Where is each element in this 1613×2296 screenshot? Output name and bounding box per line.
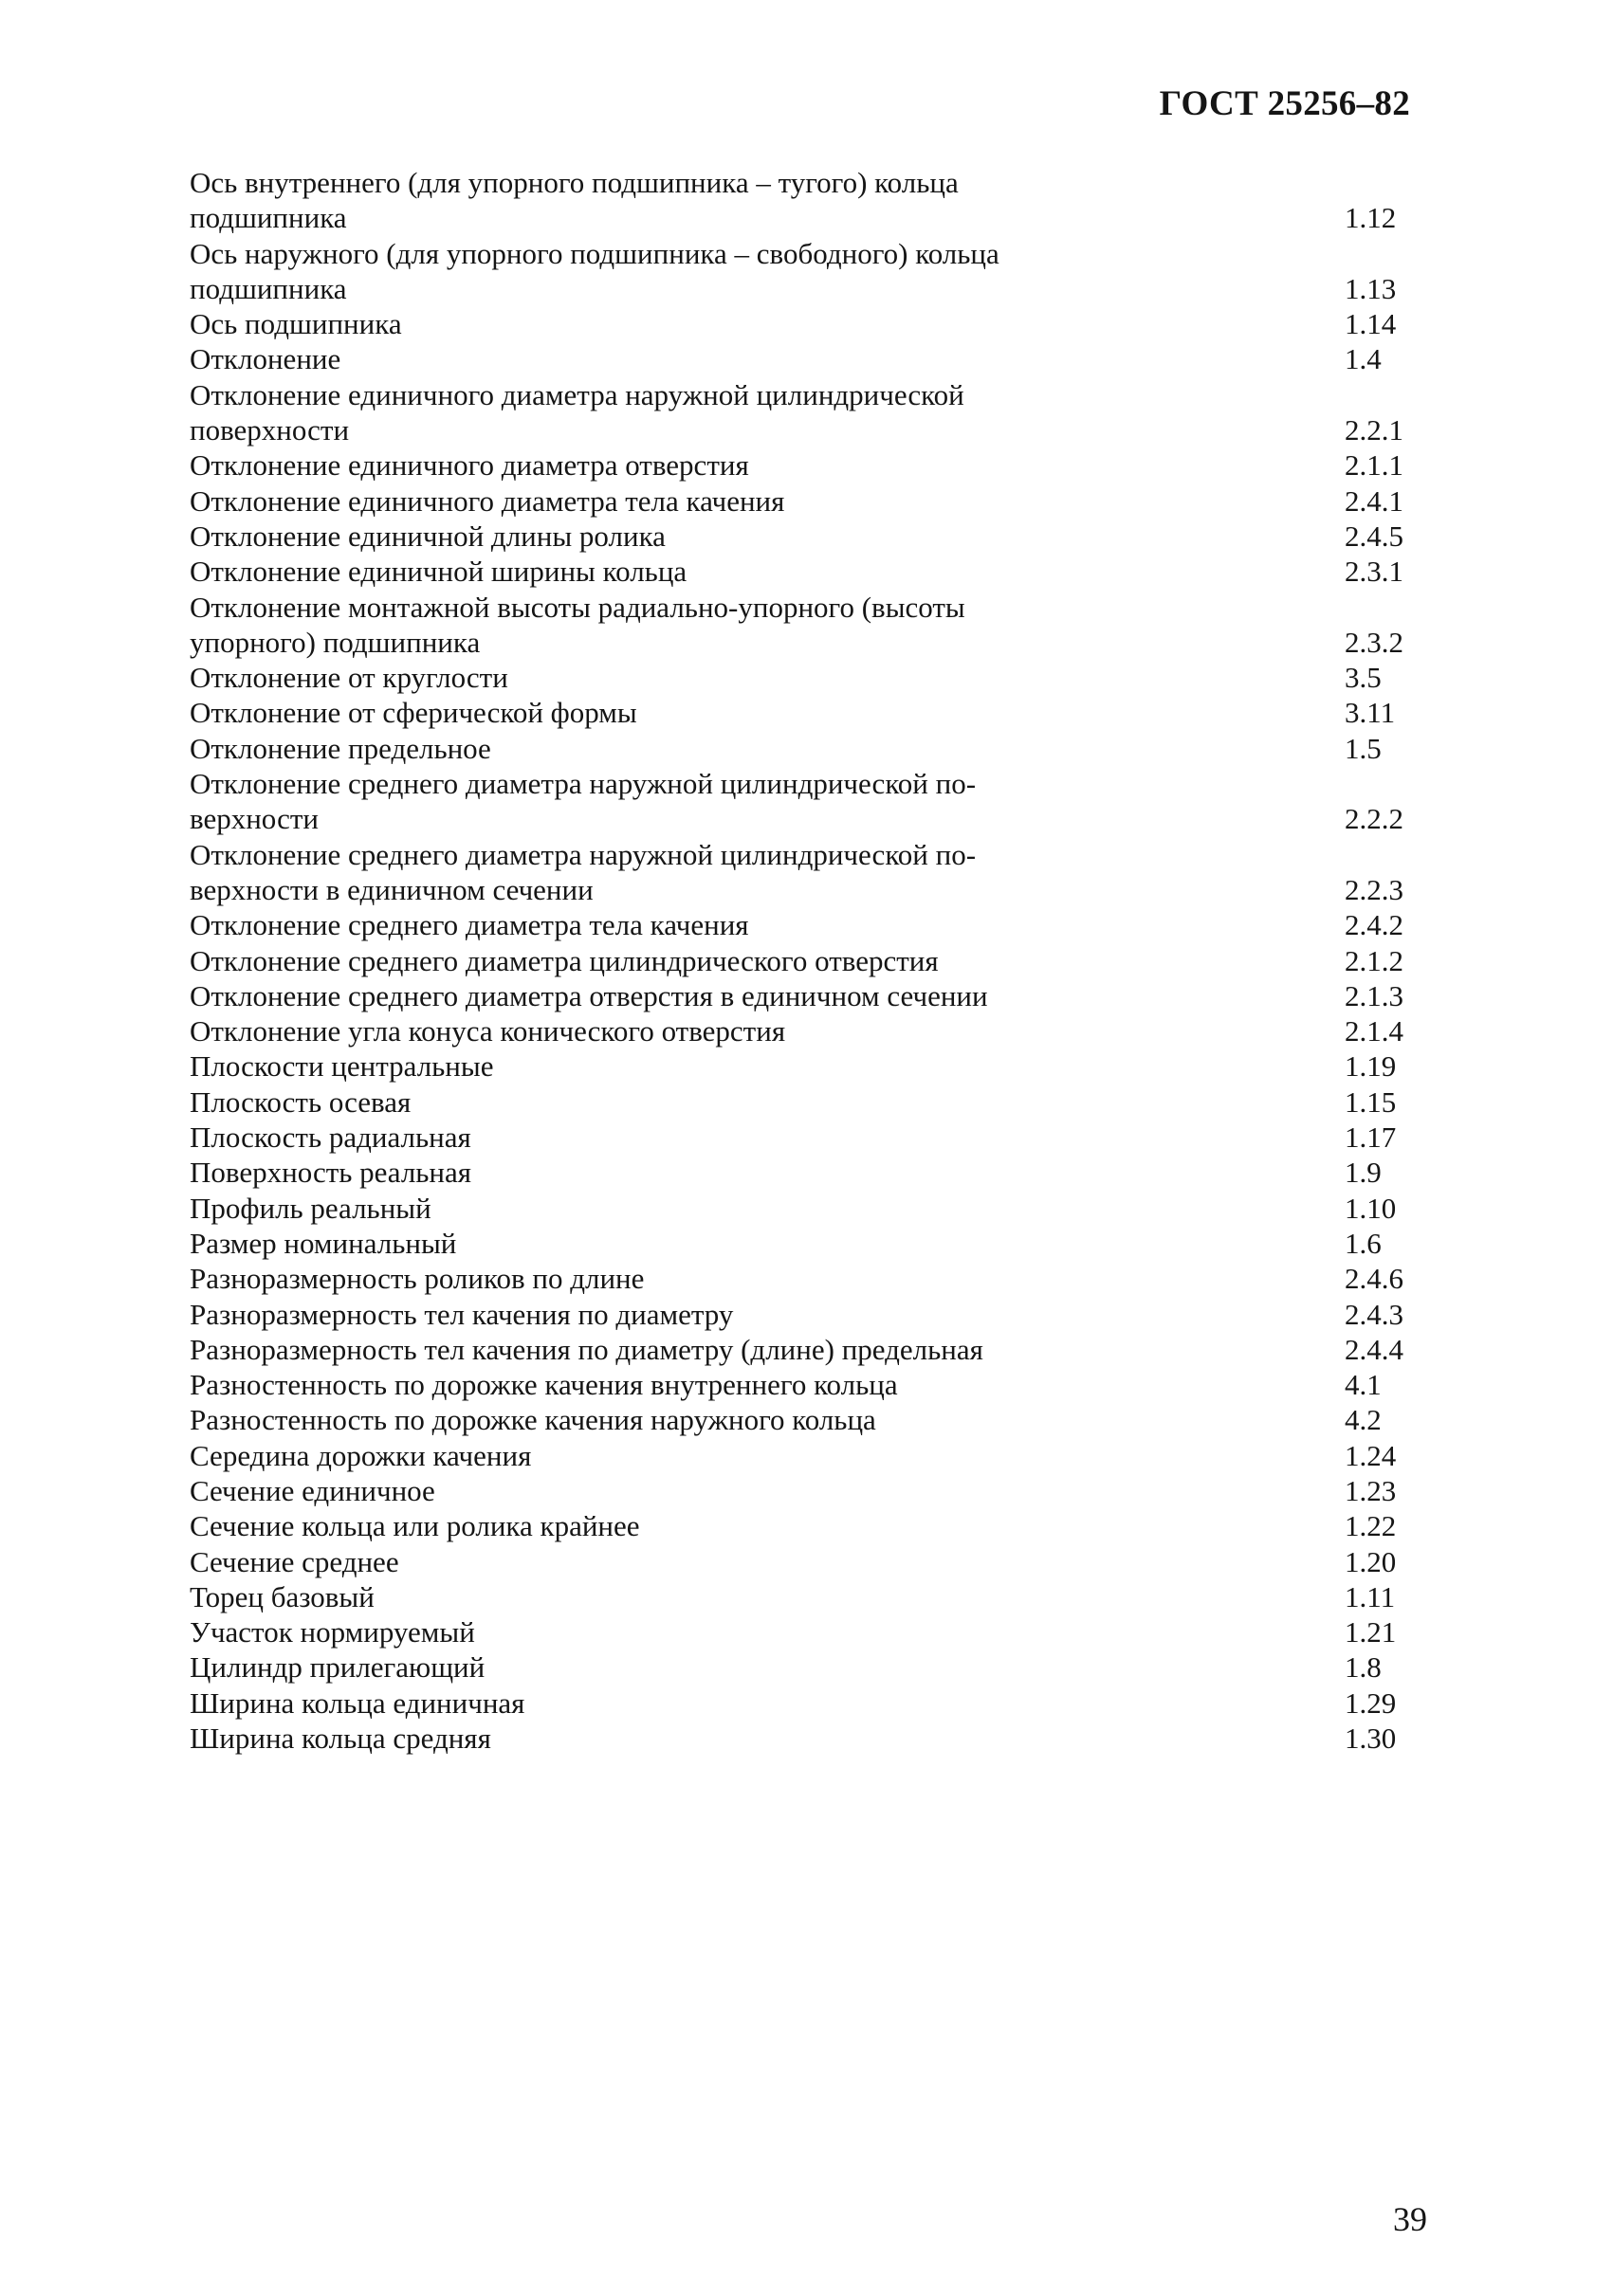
index-term: Ось внутреннего (для упорного подшипника – тугого) кольца подшипника	[190, 166, 959, 235]
index-term: Отклонение единичной длины ролика	[190, 519, 666, 553]
index-entry	[190, 1649, 1422, 1685]
index-entry	[190, 554, 1422, 589]
index-term: Отклонение единичного диаметра наружной цилиндрической поверхности	[190, 377, 964, 447]
index-entry	[190, 341, 1422, 376]
index-term: Отклонение среднего диаметра отверстия в единичном сечении	[190, 978, 988, 1012]
index-entry	[190, 837, 1422, 908]
index-entry	[190, 483, 1422, 519]
index-reference: 2.1.4	[1345, 1014, 1403, 1048]
index-entry	[190, 660, 1422, 695]
index-term: Сечение единичное	[190, 1473, 435, 1507]
index-term: Отклонение монтажной высоты радиально-упорного (высоты упорного) подшипника	[190, 590, 965, 659]
index-term: Разноразмерность роликов по длине	[190, 1262, 645, 1296]
index-entry	[190, 519, 1422, 554]
index-term: Ширина кольца средняя	[190, 1722, 491, 1756]
index-reference: 1.19	[1345, 1049, 1397, 1084]
index-reference: 1.24	[1345, 1438, 1397, 1472]
index-term: Разностенность по дорожке качения внутреннего кольца	[190, 1368, 898, 1402]
index-term: Отклонение единичного диаметра отверстия	[190, 448, 749, 483]
index-reference: 1.11	[1345, 1579, 1396, 1613]
index-term: Отклонение от круглости	[190, 661, 508, 695]
index-term: Сечение кольца или ролика крайнее	[190, 1509, 640, 1543]
index-reference: 1.14	[1345, 307, 1397, 341]
index-reference: 2.2.3	[1345, 872, 1403, 906]
index-reference: 1.12	[1345, 201, 1397, 235]
index-reference: 1.20	[1345, 1544, 1397, 1578]
index-term: Профиль реальный	[190, 1191, 431, 1225]
index-reference: 2.2.2	[1345, 802, 1403, 836]
index-entry	[190, 1614, 1422, 1649]
index-reference: 1.23	[1345, 1473, 1397, 1507]
index-reference: 4.2	[1345, 1403, 1382, 1437]
index-term: Поверхность реальная	[190, 1156, 472, 1190]
index-term: Плоскость радиальная	[190, 1121, 471, 1155]
index-entry	[190, 1084, 1422, 1120]
index-reference: 4.1	[1345, 1368, 1382, 1402]
page-number: 39	[1393, 2200, 1427, 2238]
index-reference: 2.1.3	[1345, 978, 1403, 1012]
index-reference: 1.4	[1345, 342, 1382, 376]
index-entry	[190, 1402, 1422, 1437]
index-reference: 2.4.3	[1345, 1297, 1403, 1331]
index-entry	[190, 1048, 1422, 1084]
index-reference: 1.29	[1345, 1686, 1397, 1720]
index-entry	[190, 1155, 1422, 1190]
index-entry	[190, 447, 1422, 483]
index-term: Отклонение	[190, 342, 341, 376]
index-reference: 2.4.2	[1345, 908, 1403, 942]
index-reference: 1.8	[1345, 1650, 1382, 1685]
index-entry	[190, 1226, 1422, 1261]
index-term: Торец базовый	[190, 1579, 375, 1613]
document-header: ГОСТ 25256–82	[1159, 84, 1410, 123]
index-reference: 2.1.1	[1345, 448, 1403, 483]
index-entry	[190, 590, 1422, 661]
index-reference: 2.4.1	[1345, 483, 1403, 518]
index-entry	[190, 1508, 1422, 1543]
index-reference: 1.17	[1345, 1121, 1397, 1155]
index-reference: 1.5	[1345, 731, 1382, 765]
index-reference: 1.30	[1345, 1722, 1397, 1756]
index-reference: 1.13	[1345, 271, 1397, 305]
index-term: Размер номинальный	[190, 1226, 457, 1260]
index-entry	[190, 978, 1422, 1013]
index-list	[190, 165, 1422, 1756]
index-reference: 2.4.5	[1345, 519, 1403, 553]
index-entry	[190, 1544, 1422, 1579]
index-reference: 2.3.1	[1345, 555, 1403, 589]
index-term: Цилиндр прилегающий	[190, 1650, 486, 1685]
index-entry	[190, 1473, 1422, 1508]
index-reference: 1.21	[1345, 1615, 1397, 1649]
index-term: Разноразмерность тел качения по диаметру	[190, 1297, 734, 1331]
index-reference: 3.11	[1345, 696, 1396, 730]
index-entry	[190, 1579, 1422, 1614]
index-entry	[190, 943, 1422, 978]
index-entry	[190, 306, 1422, 341]
index-term: Середина дорожки качения	[190, 1438, 532, 1472]
index-term: Отклонение среднего диаметра тела качения	[190, 908, 749, 942]
index-term: Ширина кольца единичная	[190, 1686, 525, 1720]
index-term: Отклонение среднего диаметра наружной цилиндрической по- верхности	[190, 767, 977, 836]
index-term: Ось наружного (для упорного подшипника – свободного) кольца подшипника	[190, 236, 999, 305]
index-term: Отклонение единичного диаметра тела качения	[190, 483, 785, 518]
index-entry	[190, 1261, 1422, 1296]
index-entry	[190, 695, 1422, 730]
index-entry	[190, 1191, 1422, 1226]
index-entry	[190, 377, 1422, 448]
index-entry	[190, 1367, 1422, 1402]
index-entry	[190, 731, 1422, 766]
index-reference: 3.5	[1345, 661, 1382, 695]
index-term: Отклонение среднего диаметра наружной цилиндрической по- верхности в единичном сечении	[190, 837, 977, 906]
index-reference: 1.15	[1345, 1084, 1397, 1119]
index-term: Отклонение от сферической формы	[190, 696, 637, 730]
index-entry	[190, 907, 1422, 942]
index-reference: 2.2.1	[1345, 413, 1403, 447]
index-entry	[190, 1721, 1422, 1756]
index-term: Плоскости центральные	[190, 1049, 494, 1084]
index-entry	[190, 1297, 1422, 1332]
index-term: Отклонение единичной ширины кольца	[190, 555, 687, 589]
index-reference: 1.10	[1345, 1191, 1397, 1225]
index-term: Сечение среднее	[190, 1544, 399, 1578]
index-entry	[190, 1438, 1422, 1473]
index-term: Отклонение предельное	[190, 731, 491, 765]
index-term: Отклонение среднего диаметра цилиндрического отверстия	[190, 943, 939, 977]
index-entry	[190, 1332, 1422, 1367]
index-entry	[190, 766, 1422, 837]
index-reference: 1.9	[1345, 1156, 1382, 1190]
index-term: Плоскость осевая	[190, 1084, 412, 1119]
index-entry	[190, 1686, 1422, 1721]
index-reference: 2.3.2	[1345, 625, 1403, 659]
index-term: Ось подшипника	[190, 307, 402, 341]
index-term: Разностенность по дорожке качения наружного кольца	[190, 1403, 876, 1437]
index-reference: 1.6	[1345, 1226, 1382, 1260]
index-term: Отклонение угла конуса конического отверстия	[190, 1014, 786, 1048]
index-entry	[190, 165, 1422, 236]
index-reference: 2.4.6	[1345, 1262, 1403, 1296]
index-entry	[190, 1013, 1422, 1048]
index-reference: 2.1.2	[1345, 943, 1403, 977]
index-entry	[190, 1120, 1422, 1155]
index-reference: 1.22	[1345, 1509, 1397, 1543]
index-term: Участок нормируемый	[190, 1615, 475, 1649]
index-reference: 2.4.4	[1345, 1332, 1403, 1366]
index-entry	[190, 236, 1422, 307]
index-term: Разноразмерность тел качения по диаметру (длине) предельная	[190, 1332, 983, 1366]
